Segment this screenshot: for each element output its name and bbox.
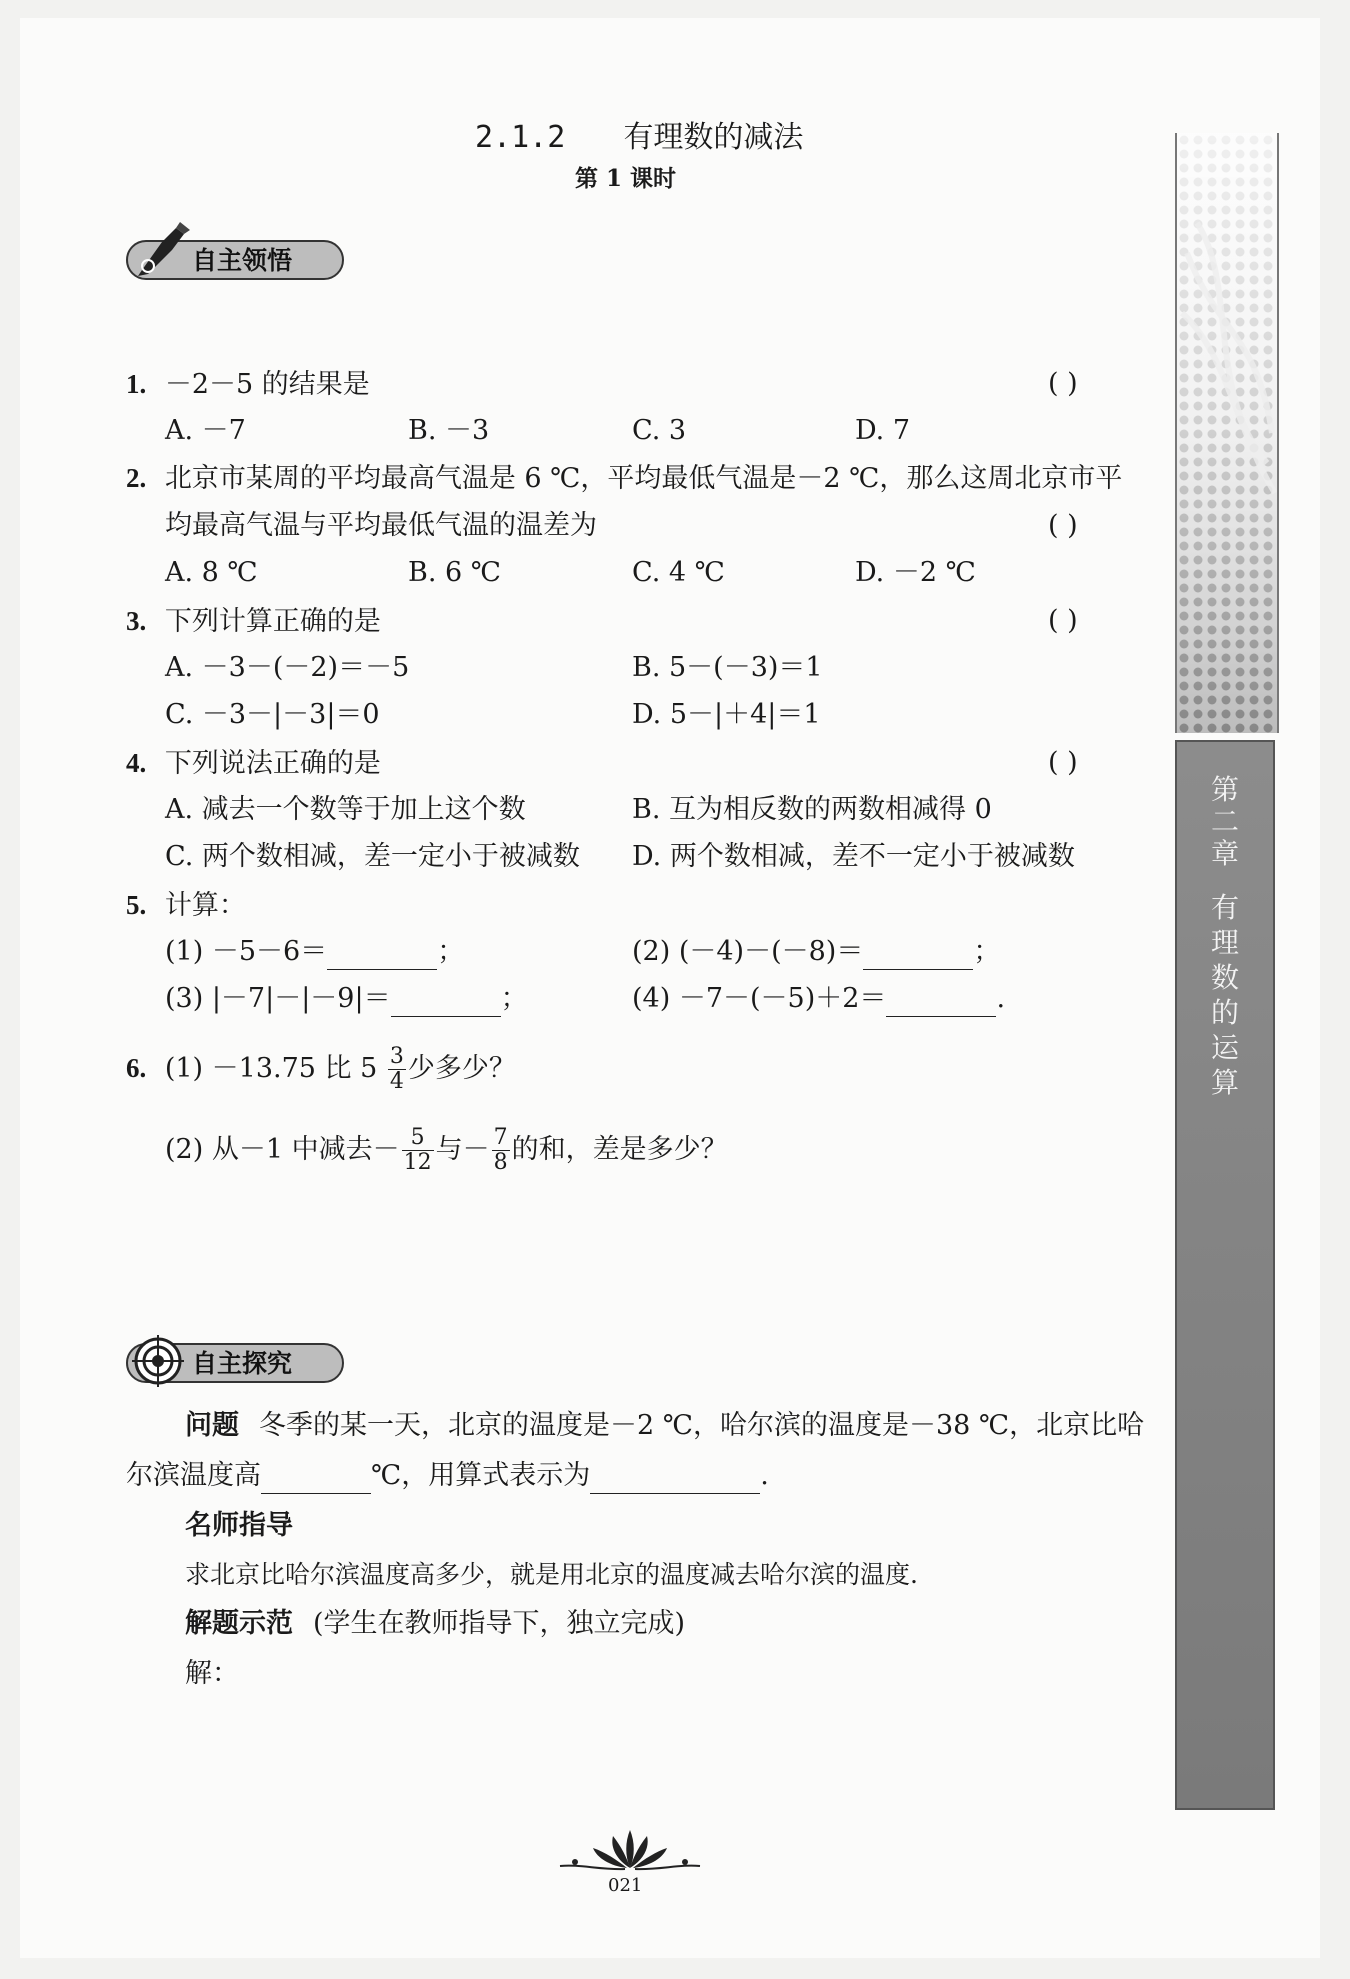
q6-part2-post: 的和，差是多少？ — [511, 1134, 728, 1165]
q6-part1-post: 少多少？ — [407, 1053, 516, 1084]
demo-line — [185, 1606, 685, 1642]
q2-stem-line2: 均最高气温与平均最低气温的温差为 — [165, 510, 597, 541]
q1-text: －2－5 的结果是 — [164, 369, 370, 400]
problem-line1 — [185, 1408, 1144, 1444]
problem-text-line2c: . — [760, 1460, 769, 1491]
q6-part1-numerator: 3 — [389, 1044, 404, 1069]
q6-part1 — [126, 1038, 516, 1099]
dot-pattern-graphic — [1177, 133, 1277, 733]
topic-char-3: 数 — [1210, 961, 1239, 994]
section-badge-self-study — [126, 240, 344, 280]
topic-char-2: 理 — [1210, 926, 1239, 959]
q5-part3-text: (3) |－7|－|－9|＝ — [165, 983, 391, 1014]
q2-option-c: C. 4 ℃ — [632, 557, 725, 588]
sidebar-decoration — [1175, 133, 1279, 733]
problem-text-line2b: ℃，用算式表示为 — [371, 1460, 591, 1491]
q5-part2-blank[interactable] — [863, 939, 973, 970]
q2-option-d: D. －2 ℃ — [855, 557, 976, 588]
q2-text-line1: 北京市某周的平均最高气温是 6 ℃，平均最低气温是－2 ℃，那么这周北京市平 — [164, 463, 1123, 494]
q4-option-b: B. 互为相反数的两数相减得 0 — [632, 794, 992, 825]
q3-option-c: C. －3－|－3|＝0 — [165, 699, 380, 730]
q6-part2 — [165, 1120, 728, 1180]
q5-part3-blank[interactable] — [391, 986, 501, 1017]
q1-number: 1. — [126, 369, 147, 399]
lesson-number: 2.1.2 — [475, 120, 566, 155]
q4-answer-bracket[interactable]: ( ) — [1048, 747, 1078, 778]
problem-blank-difference[interactable] — [261, 1463, 371, 1494]
teacher-guide-text: 求北京比哈尔滨温度高多少，就是用北京的温度减去哈尔滨的温度. — [185, 1560, 918, 1589]
q6-part2-numerator-2: 7 — [493, 1125, 508, 1150]
q5-part2-semicolon: ； — [973, 936, 1001, 967]
q6-part2-fraction-1 — [402, 1126, 434, 1175]
q6-part2-denominator-1: 12 — [403, 1150, 432, 1175]
q5-part4-text: (4) －7－(－5)＋2＝ — [632, 983, 887, 1014]
q5-part2 — [632, 934, 1000, 970]
q4-stem — [126, 745, 381, 782]
section-badge-explore — [126, 1343, 344, 1383]
demo-note: (学生在教师指导下，独立完成) — [313, 1608, 686, 1639]
section-title-explore: 自主探究 — [192, 1349, 293, 1378]
q4-option-c: C. 两个数相减，差一定小于被减数 — [165, 841, 580, 872]
topic-char-6: 算 — [1210, 1066, 1239, 1099]
q6-part2-denominator-2: 8 — [493, 1150, 508, 1175]
lesson-title — [475, 118, 803, 158]
q5-part4-period: . — [996, 983, 1006, 1014]
q3-stem — [126, 603, 381, 640]
q6-part2-mid: 与－ — [435, 1134, 490, 1165]
q6-part1-fraction — [388, 1045, 406, 1094]
q4-option-d: D. 两个数相减，差不一定小于被减数 — [632, 841, 1075, 872]
q5-part1-text: (1) －5－6＝ — [165, 936, 328, 967]
page-number: 021 — [608, 1875, 643, 1896]
solution-label: 解： — [185, 1658, 239, 1689]
q3-number: 3. — [126, 606, 147, 636]
q1-answer-bracket[interactable]: ( ) — [1048, 368, 1078, 399]
q3-text: 下列计算正确的是 — [164, 606, 381, 637]
problem-text-line2a: 尔滨温度高 — [126, 1460, 261, 1491]
q3-answer-bracket[interactable]: ( ) — [1048, 605, 1078, 636]
problem-line2 — [126, 1458, 769, 1494]
demo-label: 解题示范 — [185, 1608, 293, 1639]
q5-part3 — [165, 981, 528, 1017]
q2-number: 2. — [126, 463, 147, 493]
chapter-char-1: 第 — [1210, 773, 1239, 806]
footer-ornament-icon — [555, 1828, 705, 1872]
q1-option-b: B. －3 — [408, 415, 490, 446]
q6-part2-fraction-2 — [492, 1126, 510, 1175]
problem-text-line1: 冬季的某一天，北京的温度是－2 ℃，哈尔滨的温度是－38 ℃，北京比哈 — [259, 1410, 1145, 1441]
teacher-guide-label: 名师指导 — [185, 1510, 293, 1541]
chapter-char-2: 二 — [1210, 805, 1239, 838]
q3-option-b: B. 5－(－3)＝1 — [632, 652, 823, 683]
q5-part4-blank[interactable] — [886, 986, 996, 1017]
q2-answer-bracket[interactable]: ( ) — [1048, 510, 1078, 541]
q4-number: 4. — [126, 748, 147, 778]
q5-part1 — [165, 934, 464, 970]
q5-text: 计算： — [164, 890, 246, 921]
q1-option-d: D. 7 — [855, 415, 911, 446]
lesson-name: 有理数的减法 — [623, 120, 804, 155]
q4-text: 下列说法正确的是 — [164, 748, 381, 779]
problem-blank-expression[interactable] — [590, 1463, 760, 1494]
q5-part3-semicolon: ； — [500, 983, 528, 1014]
chapter-tab — [1175, 740, 1275, 1810]
section-title-self-study: 自主领悟 — [192, 246, 293, 275]
q3-option-a: A. －3－(－2)＝－5 — [165, 652, 410, 683]
q5-number: 5. — [126, 890, 147, 920]
q5-part1-blank[interactable] — [327, 939, 437, 970]
q5-part1-semicolon: ； — [437, 936, 465, 967]
page — [20, 18, 1320, 1958]
q6-part1-denominator: 4 — [389, 1069, 404, 1094]
q2-option-b: B. 6 ℃ — [408, 557, 501, 588]
q6-part2-pre: (2) 从－1 中减去－ — [165, 1134, 400, 1165]
q1-option-c: C. 3 — [632, 415, 687, 446]
q5-stem — [126, 887, 246, 924]
q6-part1-pre: (1) －13.75 比 5 — [164, 1053, 378, 1084]
topic-char-5: 运 — [1210, 1031, 1239, 1064]
chapter-char-3: 章 — [1210, 837, 1239, 870]
q3-option-d: D. 5－|＋4|＝1 — [632, 699, 821, 730]
q6-number: 6. — [126, 1053, 147, 1083]
lesson-subtitle: 第 1 课时 — [575, 165, 677, 192]
pen-icon — [132, 220, 196, 276]
q5-part2-text: (2) (－4)－(－8)＝ — [632, 936, 864, 967]
topic-char-1: 有 — [1210, 891, 1239, 924]
q1-stem — [126, 366, 370, 403]
q5-part4 — [632, 981, 1005, 1017]
q4-option-a: A. 减去一个数等于加上这个数 — [165, 794, 526, 825]
q6-part2-numerator-1: 5 — [402, 1126, 434, 1151]
problem-label: 问题 — [185, 1410, 239, 1441]
q2-stem-line1 — [126, 460, 1122, 497]
topic-char-4: 的 — [1210, 996, 1239, 1029]
q1-option-a: A. －7 — [165, 415, 246, 446]
target-icon — [130, 1331, 190, 1391]
q2-option-a: A. 8 ℃ — [165, 557, 258, 588]
